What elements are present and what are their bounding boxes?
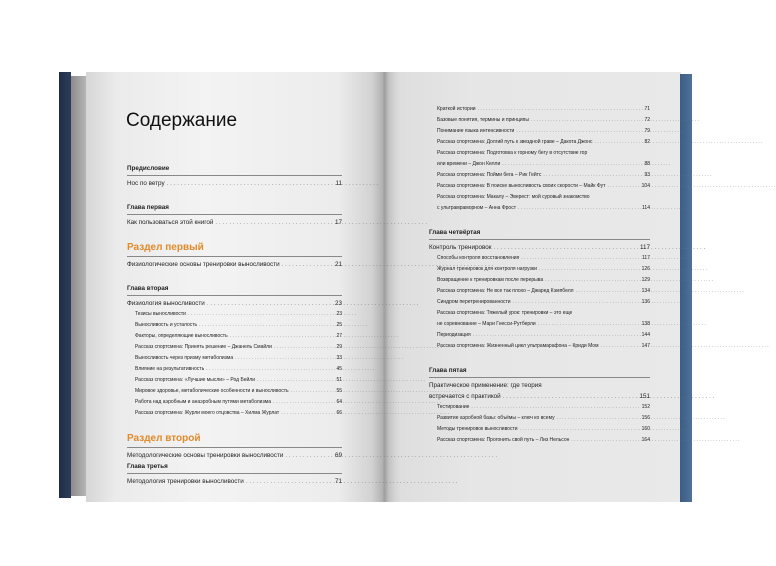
toc-entry-title: встречается с практикой [429, 393, 501, 400]
toc-page-number: 93 [644, 172, 650, 178]
toc-leader-dots [576, 286, 640, 297]
toc-leader-dots [543, 170, 642, 181]
toc-subentry[interactable] [429, 308, 650, 319]
chapter-heading: Глава пятая [429, 367, 467, 374]
toc-page-number: 79 [644, 128, 650, 134]
toc-entry[interactable] [127, 259, 342, 270]
toc-leader-dots [478, 104, 643, 115]
toc-subentry[interactable] [429, 253, 650, 264]
toc-subentry[interactable] [429, 435, 650, 446]
heading-rule [127, 295, 342, 296]
toc-leader-dots [246, 476, 333, 487]
toc-page-number: 117 [639, 244, 650, 251]
toc-entry-title: Развитие аэробной базы: объёмы – ключ ко всему [437, 415, 555, 421]
toc-leader-dots [207, 298, 333, 309]
toc-entry-title: Рассказ спортсмена: Не все так плохо – Джаред Кэмпбелл [437, 288, 574, 294]
toc-spacer [429, 214, 650, 227]
toc-subentry[interactable] [127, 320, 342, 331]
toc-subentry[interactable] [127, 309, 342, 320]
toc-leader-dots [199, 320, 334, 331]
toc-entry-title: Методологические основы тренировки выносливости [127, 452, 284, 459]
toc-page-number: 88 [644, 161, 650, 167]
toc-page-number: 17 [334, 219, 342, 226]
toc-entry-title: Рассказ спортсмена: Долгий путь к звездной граве – Дакота Джонс [437, 139, 593, 145]
toc-subentry[interactable] [429, 341, 650, 352]
toc-page-number: 69 [334, 452, 342, 459]
toc-leader-dots [230, 331, 335, 342]
toc-leader-dots [516, 126, 642, 137]
toc-page-number: 11 [335, 180, 342, 187]
chapter-heading: Глава вторая [127, 285, 169, 292]
toc-entry-title: Рассказ спортсмена: В поиске выносливость своих скорости – Майк Фут [437, 183, 606, 189]
toc-page-number: 156 [641, 415, 650, 421]
book-page-edges [71, 76, 87, 496]
heading-rule [127, 214, 342, 215]
toc-entry-title: Физиология выносливости [127, 300, 205, 307]
heading-rule [127, 175, 342, 176]
toc-page-number: 117 [642, 255, 650, 261]
toc-leader-dots [502, 159, 642, 170]
toc-page-number: 25 [336, 322, 342, 328]
book-spine-left [59, 72, 71, 498]
toc-leader-dots [235, 353, 334, 364]
toc-subentry[interactable] [127, 331, 342, 342]
toc-subentry[interactable] [429, 264, 650, 275]
toc-page-number: 45 [336, 366, 342, 372]
toc-entry[interactable] [429, 242, 650, 253]
toc-leader-dots [494, 242, 638, 253]
toc-subentry[interactable] [429, 203, 650, 214]
toc-subentry[interactable] [127, 342, 342, 353]
toc-subentry[interactable] [127, 353, 342, 364]
toc-entry-title: Рассказ спортсмена: Журли моего отцовства – Хилма Журлат [135, 410, 280, 416]
toc-entry-title: Тестирование [437, 404, 470, 410]
toc-subentry[interactable] [429, 115, 650, 126]
toc-entry-title: не соревнование – Мари Гнесси-Рутберли [437, 321, 536, 327]
toc-spacer [127, 189, 342, 202]
toc-subentry[interactable] [429, 192, 650, 203]
toc-subentry[interactable] [429, 275, 650, 286]
toc-entry[interactable] [127, 450, 342, 461]
toc-subentry[interactable] [429, 137, 650, 148]
toc-entry-title: Рассказ спортсмена: Жизненный цикл ультрамарафона – Криди Мом [437, 343, 599, 349]
toc-entry-title: Мировое здоровье, метаболические особенности и выносливость [135, 388, 289, 394]
toc-leader-dots [291, 386, 335, 397]
toc-leader-dots [282, 259, 333, 270]
toc-entry-title: Физиологические основы тренировки выносливости [127, 261, 280, 268]
toc-leader-dots [503, 391, 638, 402]
toc-leader-dots [539, 264, 640, 275]
toc-leader-dots [281, 408, 334, 419]
toc-leader-dots [257, 375, 334, 386]
toc-page-number: 66 [336, 410, 342, 416]
toc-entry-title: Работа над аэробным и анаэробным путями метаболизма [135, 399, 271, 405]
toc-page-number: 71 [644, 106, 650, 112]
heading-rule [429, 377, 650, 378]
toc-leader-dots [518, 203, 640, 214]
toc-leader-dots [594, 137, 642, 148]
toc-leader-dots [167, 178, 334, 189]
toc-page-number: 164 [641, 437, 650, 443]
toc-page-number: 151 [639, 393, 650, 400]
toc-entry-title: Тезисы выносливости [135, 311, 186, 317]
toc-leader-dots [607, 181, 639, 192]
toc-entry[interactable] [127, 298, 342, 309]
toc-entry-title: с ультрамраморном – Анна Фрост [437, 205, 516, 211]
toc-page-number: 72 [644, 117, 650, 123]
toc-page-number: 160 [641, 426, 650, 432]
heading-rule [429, 239, 650, 240]
toc-spacer [127, 270, 342, 283]
toc-page-number: 152 [641, 404, 650, 410]
toc-subentry[interactable] [429, 104, 650, 115]
toc-subentry[interactable] [429, 413, 650, 424]
toc-entry-title: Выносливость через призму метаболизма [135, 355, 234, 361]
toc-leader-dots [471, 402, 639, 413]
toc-page-number: 147 [641, 343, 650, 349]
toc-subentry[interactable] [429, 297, 650, 308]
toc-subentry[interactable] [127, 408, 342, 419]
toc-subentry[interactable] [429, 424, 650, 435]
heading-rule [127, 473, 342, 474]
toc-spacer [127, 228, 342, 241]
toc-page-number: 82 [644, 139, 650, 145]
toc-subentry[interactable] [429, 319, 650, 330]
toc-entry[interactable] [429, 380, 650, 391]
toc-leader-dots [531, 115, 643, 126]
toc-entry-title: Способы контроля восстановления [437, 255, 520, 261]
toc-title: Содержание [126, 110, 238, 131]
toc-page-number: 27 [336, 333, 342, 339]
chapter-heading: Глава четвёртая [429, 229, 481, 236]
book-gutter-shadow [372, 72, 396, 502]
toc-subentry[interactable] [127, 386, 342, 397]
chapter-heading: Глава первая [127, 204, 169, 211]
toc-leader-dots [274, 342, 335, 353]
toc-subentry[interactable] [127, 364, 342, 375]
toc-page-number: 64 [336, 399, 342, 405]
toc-page-number: 144 [641, 332, 650, 338]
toc-page-number: 21 [334, 261, 342, 268]
toc-entry[interactable] [127, 217, 342, 228]
toc-page-number: 55 [336, 388, 342, 394]
toc-spacer [429, 352, 650, 365]
toc-entry-title: Рассказ спортсмена: Прогонить свой путь – Лиз Нельсон [437, 437, 570, 443]
toc-entry-title: Базовые понятия, термины и принципы [437, 117, 529, 123]
toc-page-number: 136 [641, 299, 650, 305]
toc-subentry[interactable] [429, 330, 650, 341]
toc-leader-dots [285, 450, 333, 461]
toc-entry-title: Краткой истории [437, 106, 476, 112]
toc-entry-title: Понимание языка интенсивности [437, 128, 515, 134]
toc-leader-dots [520, 424, 640, 435]
toc-left-column [127, 163, 342, 487]
chapter-heading: Глава третья [127, 463, 168, 470]
toc-subentry[interactable] [127, 375, 342, 386]
toc-leader-dots [601, 341, 640, 352]
toc-subentry[interactable] [127, 397, 342, 408]
toc-entry-title: Контроль тренировок [429, 244, 492, 251]
toc-entry[interactable] [127, 178, 342, 189]
toc-entry-title: Журнал тренировок для контроля нагрузки [437, 266, 537, 272]
toc-leader-dots [473, 330, 640, 341]
toc-leader-dots [538, 319, 640, 330]
toc-subentry[interactable] [429, 148, 650, 159]
toc-page-number: 129 [641, 277, 650, 283]
toc-leader-dots [206, 364, 334, 375]
toc-page-number: 71 [334, 478, 342, 485]
toc-entry-title: или времени – Джон Келли [437, 161, 501, 167]
toc-subentry[interactable] [429, 286, 650, 297]
heading-rule [127, 256, 342, 257]
toc-subentry[interactable] [429, 402, 650, 413]
toc-leader-dots [188, 309, 334, 320]
toc-page-number: 134 [641, 288, 650, 294]
toc-entry-title: Рассказ спортсмена: Пойми бега – Рик Гейтс [437, 172, 542, 178]
toc-entry-title: Практическое применение: где теория [429, 382, 542, 389]
toc-entry-title: Рассказ спортсмена: Подготовка к горному бегу в отсутствие гор [437, 150, 588, 156]
toc-subentry[interactable] [429, 126, 650, 137]
toc-page-number: 29 [336, 344, 342, 350]
toc-entry-title: Возвращение к тренировкам после перерыва [437, 277, 544, 283]
section-heading: Раздел второй [127, 433, 201, 444]
toc-entry-title: Как пользоваться этой книгой [127, 219, 214, 226]
toc-subentry[interactable] [429, 170, 650, 181]
toc-entry-title: Нос по ветру [127, 180, 165, 187]
toc-leader-dots [215, 217, 333, 228]
section-heading: Раздел первый [127, 242, 204, 253]
toc-entry-title: Методы тренировок выносливости [437, 426, 518, 432]
heading-rule [127, 447, 342, 448]
toc-leader-dots [521, 253, 640, 264]
toc-entry-title: Выносливость и усталость [135, 322, 198, 328]
toc-entry-title: Методология тренировки выносливости [127, 478, 244, 485]
toc-entry-title: Периодизация [437, 332, 471, 338]
toc-page-number: 138 [641, 321, 650, 327]
toc-entry-title: Факторы, определяющие выносливость [135, 333, 228, 339]
toc-subentry[interactable] [429, 181, 650, 192]
toc-entry-title: Рассказ спортсмена: Тяжелый урок: тренировки – это еще [437, 310, 573, 316]
toc-page-number: 23 [334, 300, 342, 307]
toc-entry-title: Рассказ спортсмена: «Лучшие мысли» – Род Бейли [135, 377, 256, 383]
toc-page-number: 33 [336, 355, 342, 361]
toc-entry-title: Рассказ спортсмена: Принять решение – Джанель Смайли [135, 344, 272, 350]
toc-page-number: 104 [641, 183, 650, 189]
toc-spacer [127, 419, 342, 432]
toc-entry[interactable] [429, 391, 650, 402]
toc-leader-dots [545, 275, 640, 286]
toc-right-column [429, 104, 650, 446]
toc-leader-dots [571, 435, 639, 446]
toc-entry-title: Рассказ спортсмена: Макалу – Эверест: мой суровый знакомство [437, 194, 590, 200]
chapter-heading: Предисловие [127, 165, 170, 172]
toc-page-number: 51 [336, 377, 342, 383]
toc-subentry[interactable] [429, 159, 650, 170]
toc-entry-title: Влияние на результативность [135, 366, 205, 372]
toc-leader-dots [557, 413, 640, 424]
toc-entry-title: Синдром перетренированности [437, 299, 511, 305]
toc-leader-dots [513, 297, 640, 308]
toc-entry[interactable] [127, 476, 342, 487]
toc-leader-dots [273, 397, 334, 408]
toc-page-number: 23 [336, 311, 342, 317]
toc-page-number: 126 [641, 266, 650, 272]
toc-page-number: 114 [642, 205, 650, 211]
